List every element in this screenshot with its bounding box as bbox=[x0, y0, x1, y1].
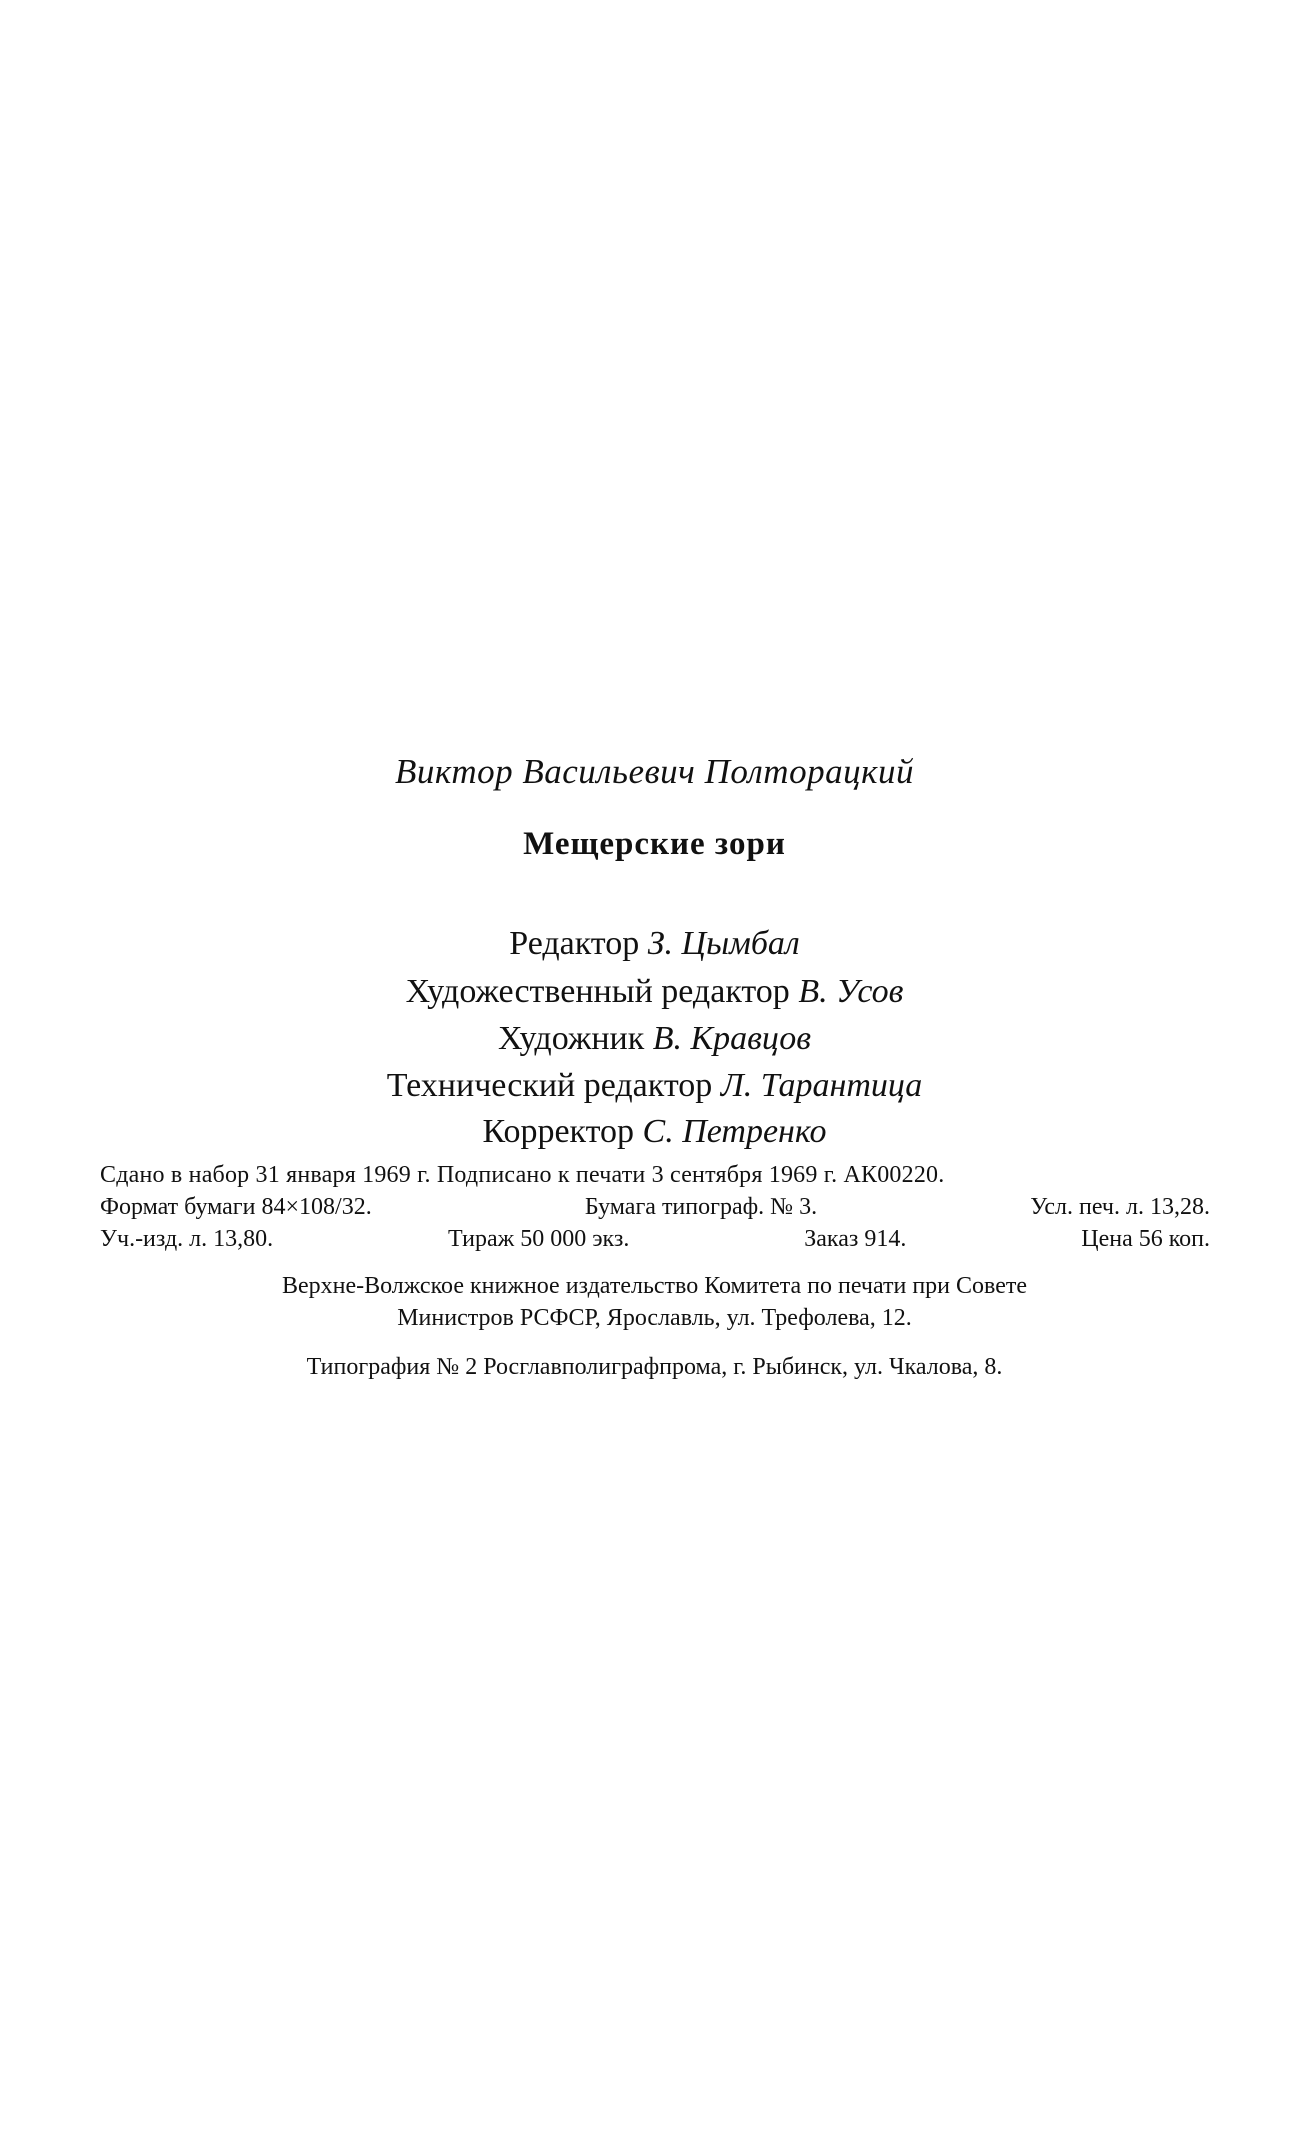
imprint-format-row bbox=[100, 1194, 1210, 1221]
credit-role: Технический редактор bbox=[386, 1067, 713, 1104]
imprint-print-sheets: Усл. печ. л. 13,28. bbox=[1030, 1194, 1210, 1220]
printer-line: Типография № 2 Росглавполиграфпрома, г. Рыбинск, ул. Чкалова, 8. bbox=[306, 1354, 1003, 1380]
credit-name: З. Цымбал bbox=[647, 925, 800, 962]
imprint-order: Заказ 914. bbox=[804, 1226, 907, 1252]
credit-proofreader bbox=[0, 1113, 1309, 1151]
imprint-run: Тираж 50 000 экз. bbox=[448, 1226, 630, 1252]
publisher-line-2: Министров РСФСР, Ярославль, ул. Трефолева, 12. bbox=[397, 1305, 912, 1331]
credit-role: Редактор bbox=[509, 925, 640, 962]
credit-tech-editor bbox=[0, 1067, 1309, 1105]
imprint-run-row bbox=[100, 1226, 1210, 1253]
credit-name: В. Усов bbox=[798, 973, 904, 1010]
imprint-pub-sheets: Уч.-изд. л. 13,80. bbox=[100, 1226, 274, 1252]
credit-name: Л. Тарантица bbox=[720, 1067, 923, 1104]
credit-role: Художественный редактор bbox=[405, 973, 790, 1010]
book-title: Мещерские зори bbox=[523, 826, 786, 862]
imprint-format: Формат бумаги 84×108/32. bbox=[100, 1194, 372, 1220]
credit-role: Корректор bbox=[482, 1113, 635, 1150]
credit-name: В. Кравцов bbox=[652, 1020, 812, 1057]
author-name: Виктор Васильевич Полторацкий bbox=[395, 752, 914, 791]
credit-art-editor bbox=[0, 973, 1309, 1011]
credit-name: С. Петренко bbox=[642, 1113, 827, 1150]
credit-role: Художник bbox=[497, 1020, 645, 1057]
imprint-price: Цена 56 коп. bbox=[1081, 1226, 1210, 1252]
credit-editor bbox=[0, 925, 1309, 963]
imprint-paper: Бумага типограф. № 3. bbox=[584, 1194, 818, 1220]
publisher-line-1: Верхне-Волжское книжное издательство Комитета по печати при Совете bbox=[281, 1273, 1028, 1299]
imprint-dates: Сдано в набор 31 января 1969 г. Подписано к печати 3 сентября 1969 г. АК00220. bbox=[100, 1162, 945, 1188]
credit-artist bbox=[0, 1020, 1309, 1058]
